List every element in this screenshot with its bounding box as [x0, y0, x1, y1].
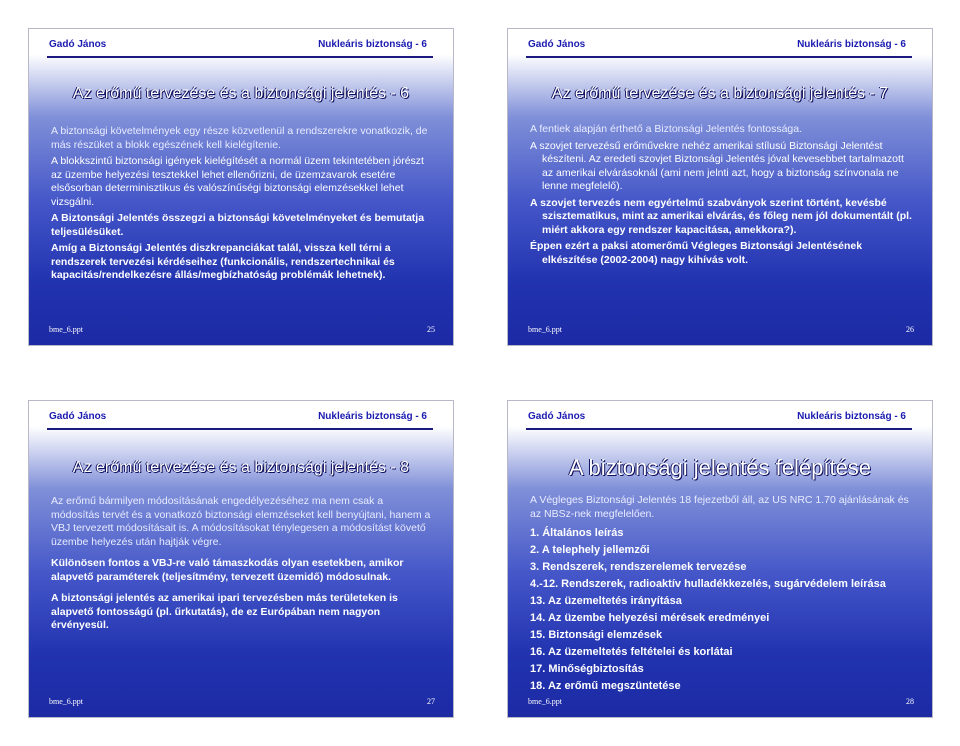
slide-27 [28, 400, 454, 718]
slide-title: Az erőmű tervezése és a biztonsági jelentés - 7 [551, 85, 889, 102]
page-number: 25 [427, 325, 435, 334]
chapter-item: 3. Rendszerek, rendszerelemek tervezése [530, 561, 747, 573]
slide-header [508, 39, 932, 55]
slide-footer [49, 325, 435, 337]
paragraph: Éppen ezért a paksi atomerőmű Végleges Biztonsági Jelentésének elkészítése (2002-2004) nagy kihívás volt. [530, 240, 863, 266]
course-label: Nukleáris biztonság - 6 [318, 411, 427, 422]
header-rule [526, 56, 912, 58]
header-rule [47, 56, 433, 58]
file-name: bme_6.ppt [528, 325, 562, 334]
slide-footer [528, 697, 914, 709]
paragraph: A szovjet tervezés nem egyértelmű szabványok szerint történt, kevésbé szisztematikus, mint az amerikai elvárás, és főleg nem jól dokumentált (pl. miért akkora egy rendszer kapacitása, amekkora?). [530, 196, 912, 236]
slide-body [51, 125, 433, 286]
header-rule [526, 428, 912, 430]
paragraph: Amíg a Biztonsági Jelentés diszkrepanciákat talál, vissza kell térni a rendszerek tervezési kérdéseihez (funkcionális, rendszertechnikai és kapacitás/rendelkezésre állás/megbízhatóság problémák lehetnek). [51, 242, 395, 281]
paragraph: A blokkszintű biztonsági igények kielégítését a normál üzem tekintetében jórészt az üzembe helyezési tesztekkel lehet ellenőrizni, de üzemzavarok esetére elsősorban determinisztikus és valószínűségi biztonsági elemzésekkel lehet vizsgálni. [51, 155, 424, 208]
chapter-item: 2. A telephely jellemzői [530, 544, 650, 556]
chapter-item: 14. Az üzembe helyezési mérések eredményei [530, 612, 770, 624]
slide-25 [28, 28, 454, 346]
page-number: 26 [906, 325, 914, 334]
slide-footer [528, 325, 914, 337]
slide-header [29, 411, 453, 427]
paragraph: Az erőmű bármilyen módosításának engedélyezéséhez ma nem csak a módosítás tervét és a vonatkozó biztonsági elemzéseket kell benyújtani, hanem a VBJ tervezett módosításait is. A módosításokat ténylegesen a módosítást követő üzembe helyezés után hajtják végre. [51, 495, 431, 548]
slide-header [508, 411, 932, 427]
slide-body [530, 494, 912, 695]
chapter-list [530, 525, 912, 695]
paragraph: A Biztonsági Jelentés összegzi a biztonsági követelményeket és bemutatja teljesülésüket. [51, 212, 425, 238]
paragraph: A biztonsági jelentés az amerikai ipari tervezésben más területeken is alapvető fontosságú (pl. űrkutatás), de ez Európában nem nagyon érvényesül. [51, 592, 398, 631]
file-name: bme_6.ppt [49, 697, 83, 706]
slide-title: A biztonsági jelentés felépítése [568, 455, 872, 480]
slide-footer [49, 697, 435, 709]
paragraph: A szovjet tervezésű erőművekre nehéz amerikai stílusú Biztonsági Jelentést készíteni. Az eredeti szovjet Biztonsági Jelentés jóval kevesebbet tartalmazott az amerikai elvárásoknál (ami nem jelnti azt, hogy a biztonság színvonala ne lenne megfelelő). [530, 139, 904, 192]
author-label: Gadó János [528, 39, 586, 50]
course-label: Nukleáris biztonság - 6 [797, 411, 906, 422]
file-name: bme_6.ppt [49, 325, 83, 334]
author-label: Gadó János [49, 411, 107, 422]
page-number: 28 [906, 697, 914, 706]
chapter-item: 17. Minőségbiztosítás [530, 663, 644, 675]
chapter-item: 18. Az erőmű megszüntetése [530, 680, 681, 692]
slide-26 [507, 28, 933, 346]
chapter-item: 4.-12. Rendszerek, radioaktív hulladékkezelés, sugárvédelem leírása [530, 578, 886, 590]
slide-header [29, 39, 453, 55]
author-label: Gadó János [49, 39, 107, 50]
page-number: 27 [427, 697, 435, 706]
chapter-item: 1. Általános leírás [530, 527, 624, 539]
paragraph: A biztonsági követelmények egy része közvetlenül a rendszerekre vonatkozik, de más részüket a blokk egészének kell kielégítenie. [51, 125, 428, 151]
author-label: Gadó János [528, 411, 586, 422]
header-rule [47, 428, 433, 430]
course-label: Nukleáris biztonság - 6 [797, 39, 906, 50]
slide-title: Az erőmű tervezése és a biztonsági jelentés - 6 [72, 85, 410, 102]
slide-body [51, 495, 433, 636]
chapter-item: 16. Az üzemeltetés feltételei és korlátai [530, 646, 733, 658]
paragraph: A fentiek alapján érthető a Biztonsági Jelentés fontossága. [530, 123, 803, 135]
intro-paragraph: A Végleges Biztonsági Jelentés 18 fejezetből áll, az US NRC 1.70 ajánlásának és az NBSz-nek megfelelően. [530, 494, 909, 520]
chapter-item: 13. Az üzemeltetés irányítása [530, 595, 682, 607]
file-name: bme_6.ppt [528, 697, 562, 706]
chapter-item: 15. Biztonsági elemzések [530, 629, 663, 641]
slide-body [530, 123, 912, 270]
paragraph: Különösen fontos a VBJ-re való támaszkodás olyan esetekben, amikor alapvető paraméterek (teljesítmény, tervezett üzemidő) módosulnak. [51, 557, 404, 583]
course-label: Nukleáris biztonság - 6 [318, 39, 427, 50]
slide-title: Az erőmű tervezése és a biztonsági jelentés - 8 [72, 459, 410, 476]
slide-28 [507, 400, 933, 718]
